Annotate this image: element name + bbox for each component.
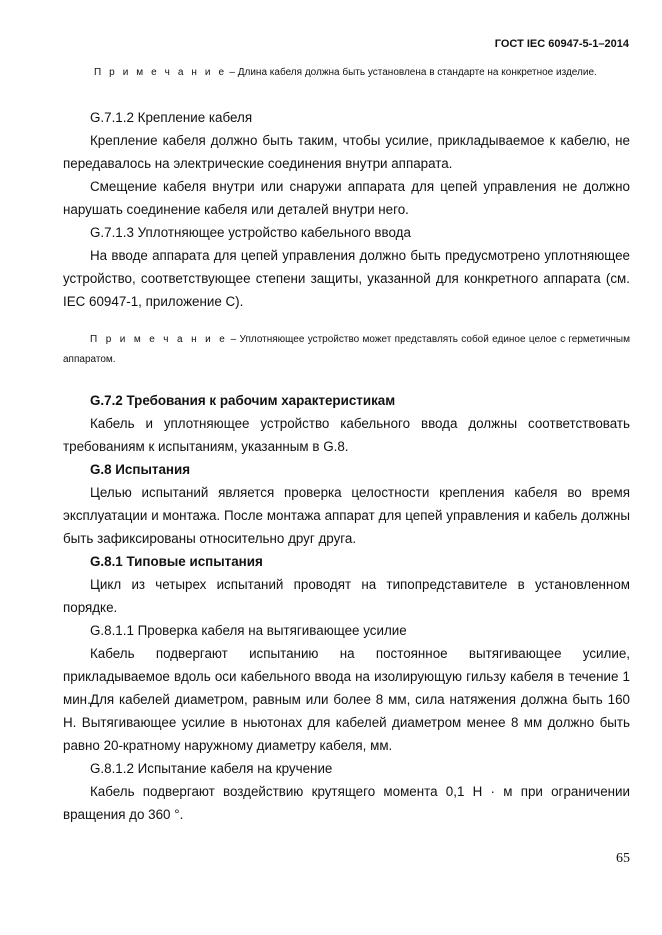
paragraph: Целью испытаний является проверка целостности крепления кабеля во время эксплуатации и монтажа. После монтажа аппарат для цепей управления и кабель должны быть зафиксированы относительно друг друга. [63,485,630,546]
note-text: – Длина кабеля должна быть установлена в стандарте на конкретное изделие. [226,67,597,78]
paragraph: На вводе аппарата для цепей управления должно быть предусмотрено уплотняющее устройство, соответствующее степени защиты, указанной для конкретного аппарата (см. IEC 60947-1, приложение С). [63,248,630,309]
note-text: – Уплотняющее устройство может представлять собой единое целое с герметичным аппаратом. [63,334,630,365]
paragraph: Для кабелей диаметром, равным или более 8 мм, сила натяжения должна быть 160 Н. Вытягивающее усилие в ньютонах для кабелей диаметром менее 8 мм должно быть равно 20-кратному наружному диаметру кабеля, мм. [63,692,630,753]
note-label: П р и м е ч а н и е [90,334,228,345]
heading-g713: G.7.1.3 Уплотняющее устройство кабельного ввода [90,225,411,240]
heading-g811: G.8.1.1 Проверка кабеля на вытягивающее усилие [90,623,407,638]
paragraph: Смещение кабеля внутри или снаружи аппарата для цепей управления не должно нарушать соединение кабеля или деталей внутри него. [63,179,630,217]
note-sealing-device [63,330,630,370]
paragraph: Кабель подвергают испытанию на постоянное вытягивающее усилие, прикладываемое вдоль оси кабельного ввода на изолирующую гильзу кабеля в течение 1 мин. [63,646,630,707]
paragraph: Кабель подвергают воздействию крутящего момента 0,1 Н · м при ограничении вращения до 360 °. [63,784,630,822]
paragraph: Крепление кабеля должно быть таким, чтобы усилие, прикладываемое к кабелю, не передавалось на электрические соединения внутри аппарата. [63,133,630,171]
heading-g72: G.7.2 Требования к рабочим характеристикам [90,393,396,408]
heading-g812: G.8.1.2 Испытание кабеля на кручение [90,761,333,776]
note-label: П р и м е ч а н и е [94,67,227,78]
heading-g8: G.8 Испытания [90,462,191,477]
heading-g712: G.7.1.2 Крепление кабеля [90,110,253,125]
note-cable-length [63,63,630,83]
paragraph: Цикл из четырех испытаний проводят на типопредставителе в установленном порядке. [63,577,630,615]
heading-g81: G.8.1 Типовые испытания [90,554,263,569]
page-number: 65 [616,851,630,866]
standard-header: ГОСТ IEC 60947-5-1–2014 [494,38,629,50]
paragraph: Кабель и уплотняющее устройство кабельного ввода должны соответствовать требованиям к испытаниям, указанным в G.8. [63,416,630,454]
